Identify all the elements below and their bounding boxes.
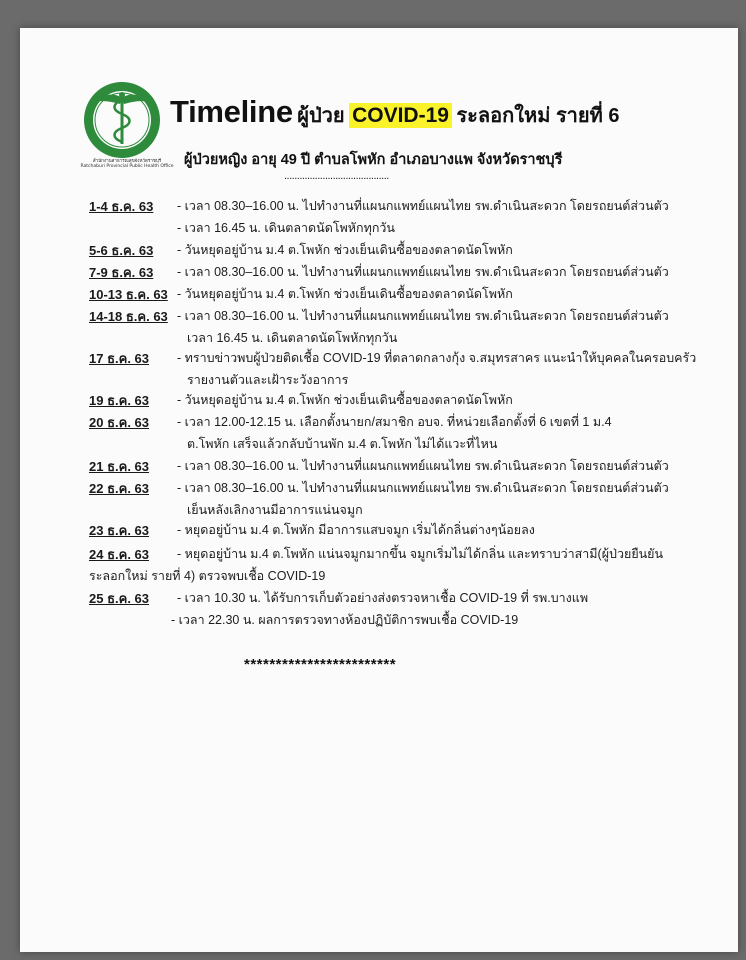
entry-description-line: - หยุดอยู่บ้าน ม.4 ต.โพหัก มีอาการแสบจมูก เริ่มได้กลิ่นต่างๆน้อยลง xyxy=(177,523,535,537)
entry-date: 17 ธ.ค. 63 xyxy=(89,351,149,366)
title-covid-highlight: COVID-19 xyxy=(349,103,452,128)
page-title xyxy=(170,94,730,131)
ministry-seal-icon xyxy=(82,80,162,160)
entry-description-line: - เวลา 10.30 น. ได้รับการเก็บตัวอย่างส่งตรวจหาเชื้อ COVID-19 ที่ รพ.บางแพ xyxy=(177,591,589,605)
entry-description-line: - ทราบข่าวพบผู้ป่วยติดเชื้อ COVID-19 ที่ตลาดกลางกุ้ง จ.สมุทรสาคร แนะนำให้บุคคลในครอบครัว xyxy=(177,351,697,365)
entry-date: 21 ธ.ค. 63 xyxy=(89,459,149,474)
entry-description-line: ระลอกใหม่ รายที่ 4) ตรวจพบเชื้อ COVID-19 xyxy=(89,569,326,583)
entry-description-line: - หยุดอยู่บ้าน ม.4 ต.โพหัก แน่นจมูกมากขึ้น จมูกเริ่มไม่ได้กลิ่น และทราบว่าสามี(ผู้ป่วยยืนยัน xyxy=(177,547,664,561)
entry-description-line: ต.โพหัก เสร็จแล้วกลับบ้านพัก ม.4 ต.โพหัก ไม่ได้แวะที่ไหน xyxy=(187,437,498,451)
title-patient: ผู้ป่วย xyxy=(297,105,345,127)
patient-info: ผู้ป่วยหญิง อายุ 49 ปี ตำบลโพหัก อำเภอบางแพ จังหวัดราชบุรี xyxy=(184,152,563,168)
entry-description-line: - เวลา 08.30–16.00 น. ไปทำงานที่แผนกแพทย์แผนไทย รพ.ดำเนินสะดวก โดยรถยนต์ส่วนตัว xyxy=(177,481,669,495)
entry-date: 19 ธ.ค. 63 xyxy=(89,393,149,408)
entry-date: 23 ธ.ค. 63 xyxy=(89,523,149,538)
footer-stars: ************************ xyxy=(244,656,397,673)
entry-description-line: - เวลา 08.30–16.00 น. ไปทำงานที่แผนกแพทย์แผนไทย รพ.ดำเนินสะดวก โดยรถยนต์ส่วนตัว xyxy=(177,459,669,473)
logo-caption: สำนักงานสาธารณสุขจังหวัดราชบุรี Ratchaburi Provincial Public Health Office xyxy=(80,159,174,169)
entry-date: 22 ธ.ค. 63 xyxy=(89,481,149,496)
entry-description-line: - เวลา 12.00-12.15 น. เลือกตั้งนายก/สมาชิก อบจ. ที่หน่วยเลือกตั้งที่ 6 เขตที่ 1 ม.4 xyxy=(177,415,612,429)
document-page xyxy=(20,28,738,952)
entry-description-line: - วันหยุดอยู่บ้าน ม.4 ต.โพหัก ช่วงเย็นเดินซื้อของตลาดนัดโพหัก xyxy=(177,243,513,257)
entry-description-line: เย็นหลังเลิกงานมีอาการแน่นจมูก xyxy=(187,503,363,517)
entry-date: 1-4 ธ.ค. 63 xyxy=(89,199,154,214)
entry-description-line: - วันหยุดอยู่บ้าน ม.4 ต.โพหัก ช่วงเย็นเดินซื้อของตลาดนัดโพหัก xyxy=(177,287,513,301)
entry-description-line: - เวลา 22.30 น. ผลการตรวจทางห้องปฏิบัติการพบเชื้อ COVID-19 xyxy=(171,613,519,627)
entry-date: 10-13 ธ.ค. 63 xyxy=(89,287,168,302)
entry-description-line: - เวลา 16.45 น. เดินตลาดนัดโพหักทุกวัน xyxy=(177,221,395,235)
entry-description-line: - เวลา 08.30–16.00 น. ไปทำงานที่แผนกแพทย์แผนไทย รพ.ดำเนินสะดวก โดยรถยนต์ส่วนตัว xyxy=(177,309,669,323)
title-timeline: Timeline xyxy=(170,94,293,129)
entry-date: 24 ธ.ค. 63 xyxy=(89,547,149,562)
entry-description-line: - วันหยุดอยู่บ้าน ม.4 ต.โพหัก ช่วงเย็นเดินซื้อของตลาดนัดโพหัก xyxy=(177,393,513,407)
entry-description-line: รายงานตัวและเฝ้าระวังอาการ xyxy=(187,373,349,387)
entry-date: 7-9 ธ.ค. 63 xyxy=(89,265,154,280)
entry-date: 20 ธ.ค. 63 xyxy=(89,415,149,430)
dotted-divider: ......................................... xyxy=(284,170,389,182)
entry-date: 25 ธ.ค. 63 xyxy=(89,591,149,606)
entry-description-line: - เวลา 08.30–16.00 น. ไปทำงานที่แผนกแพทย์แผนไทย รพ.ดำเนินสะดวก โดยรถยนต์ส่วนตัว xyxy=(177,265,669,279)
entry-description-line: - เวลา 08.30–16.00 น. ไปทำงานที่แผนกแพทย์แผนไทย รพ.ดำเนินสะดวก โดยรถยนต์ส่วนตัว xyxy=(177,199,669,213)
title-rest: ระลอกใหม่ รายที่ 6 xyxy=(456,105,620,127)
entry-date: 14-18 ธ.ค. 63 xyxy=(89,309,168,324)
entry-description-line: เวลา 16.45 น. เดินตลาดนัดโพหักทุกวัน xyxy=(187,331,398,345)
entry-date: 5-6 ธ.ค. 63 xyxy=(89,243,154,258)
